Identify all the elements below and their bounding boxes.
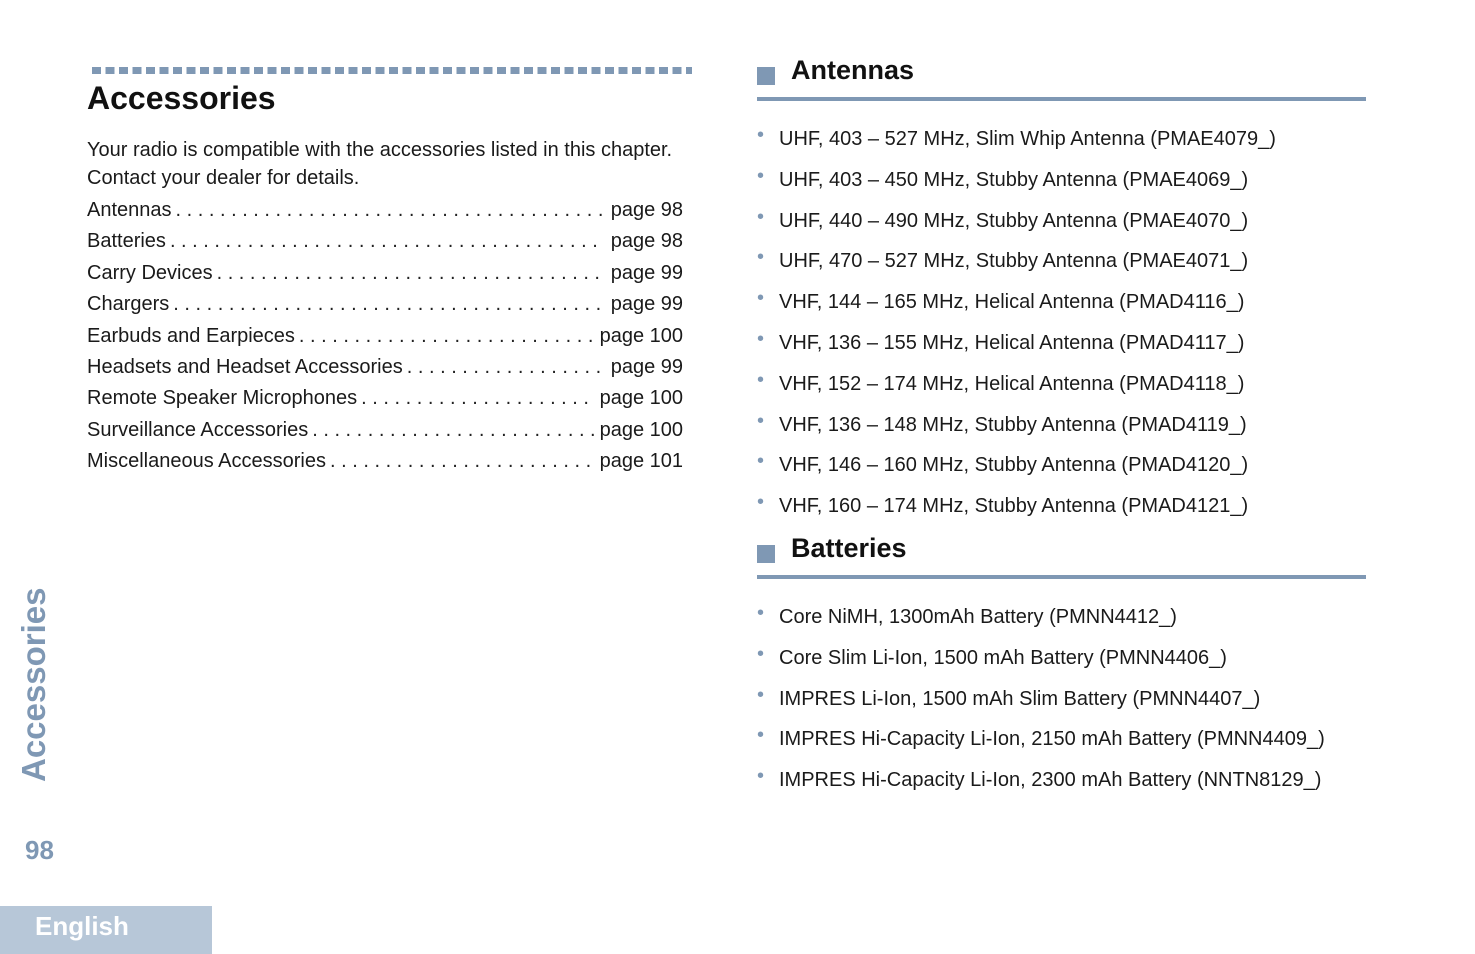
toc-item-page: page 98 <box>610 199 683 221</box>
toc-item-remote-speaker-microphones[interactable] <box>87 384 683 415</box>
section-marker-icon <box>757 67 775 85</box>
section-title: Batteries <box>791 533 907 563</box>
toc-leader-dots <box>407 353 605 381</box>
list-item-text: VHF, 136 – 155 MHz, Helical Antenna (PMAD4117_) <box>779 331 1245 354</box>
list-item-text: IMPRES Hi-Capacity Li-Ion, 2300 mAh Battery (NNTN8129_) <box>779 769 1322 792</box>
toc-item-label: Miscellaneous Accessories <box>87 450 326 473</box>
section-marker-icon <box>757 545 775 563</box>
list-item-text: UHF, 403 – 527 MHz, Slim Whip Antenna (PMAE4079_) <box>779 128 1276 150</box>
bullet-icon: • <box>757 409 765 432</box>
bullet-icon: • <box>757 642 765 665</box>
chapter-header-rule <box>92 67 692 74</box>
bullet-icon: • <box>757 765 765 788</box>
batteries-section <box>757 533 1366 807</box>
page-title: Accessories <box>87 80 276 116</box>
toc-leader-dots <box>299 322 594 350</box>
list-item <box>757 370 1366 411</box>
toc-item-label: Earbuds and Earpieces <box>87 324 295 347</box>
list-item-text: VHF, 146 – 160 MHz, Stubby Antenna (PMAD4120_) <box>779 454 1249 477</box>
list-item <box>757 603 1366 644</box>
page-number: 98 <box>25 835 54 865</box>
list-item-text: VHF, 136 – 148 MHz, Stubby Antenna (PMAD4119_) <box>779 413 1247 436</box>
list-item <box>757 329 1366 370</box>
bullet-icon: • <box>757 602 765 624</box>
toc-item-page: page 99 <box>610 355 683 378</box>
list-item <box>757 288 1366 329</box>
language-label: English <box>35 911 129 941</box>
list-item <box>757 207 1366 248</box>
toc-leader-dots <box>173 290 604 318</box>
list-item <box>757 411 1366 452</box>
list-item-text: UHF, 403 – 450 MHz, Stubby Antenna (PMAE4069_) <box>779 168 1249 191</box>
toc-item-label: Headsets and Headset Accessories <box>87 355 403 378</box>
section-header <box>757 55 1366 101</box>
list-item <box>757 644 1366 685</box>
bullet-icon: • <box>757 491 765 514</box>
bullet-icon: • <box>757 246 765 269</box>
bullet-icon: • <box>757 124 765 146</box>
list-item <box>757 492 1366 533</box>
list-item <box>757 451 1366 492</box>
bullet-icon: • <box>757 724 765 747</box>
toc-leader-dots <box>217 259 605 287</box>
toc-leader-dots <box>330 447 594 475</box>
list-item-text: IMPRES Li-Ion, 1500 mAh Slim Battery (PMNN4407_) <box>779 687 1261 710</box>
intro-paragraph: Your radio is compatible with the accessories listed in this chapter. Contact your dealer for details. <box>87 139 673 189</box>
bullet-icon: • <box>757 164 765 187</box>
bullet-icon: • <box>757 368 765 391</box>
toc-item-label: Batteries <box>87 230 166 253</box>
toc-leader-dots <box>176 196 605 224</box>
toc-leader-dots <box>170 227 605 255</box>
list-item-text: Core Slim Li-Ion, 1500 mAh Battery (PMNN4406_) <box>779 646 1227 669</box>
toc-item-earbuds[interactable] <box>87 322 683 353</box>
list-item-text: VHF, 144 – 165 MHz, Helical Antenna (PMAD4116_) <box>779 291 1245 314</box>
chapter-side-tab: Accessories <box>15 587 52 782</box>
battery-list <box>757 603 1366 807</box>
list-item <box>757 247 1366 288</box>
toc-item-page: page 99 <box>610 261 683 284</box>
bullet-icon: • <box>757 205 765 228</box>
toc-item-batteries[interactable] <box>87 227 683 258</box>
language-tab <box>0 906 212 954</box>
list-item <box>757 125 1366 166</box>
toc-item-headsets[interactable] <box>87 353 683 384</box>
toc-item-label: Antennas <box>87 199 172 221</box>
toc-item-label: Remote Speaker Microphones <box>87 387 358 410</box>
list-item-text: Core NiMH, 1300mAh Battery (PMNN4412_) <box>779 606 1177 628</box>
list-item <box>757 725 1366 766</box>
list-item-text: UHF, 440 – 490 MHz, Stubby Antenna (PMAE4070_) <box>779 209 1249 232</box>
toc-item-page: page 101 <box>599 450 683 473</box>
toc-item-carry-devices[interactable] <box>87 259 683 290</box>
list-item-text: VHF, 152 – 174 MHz, Helical Antenna (PMAD4118_) <box>779 372 1245 395</box>
antenna-list <box>757 125 1366 533</box>
toc-item-surveillance[interactable] <box>87 416 683 447</box>
toc-item-label: Carry Devices <box>87 261 213 284</box>
section-header <box>757 533 1366 579</box>
toc-item-page: page 100 <box>599 324 683 347</box>
toc-leader-dots <box>361 384 593 412</box>
list-item <box>757 766 1366 807</box>
toc-leader-dots <box>312 416 593 444</box>
toc-item-page: page 99 <box>610 293 683 316</box>
toc-item-miscellaneous[interactable] <box>87 447 683 478</box>
toc-item-chargers[interactable] <box>87 290 683 321</box>
toc-item-label: Surveillance Accessories <box>87 418 309 441</box>
list-item-text: VHF, 160 – 174 MHz, Stubby Antenna (PMAD4121_) <box>779 495 1249 518</box>
toc-item-page: page 98 <box>610 230 683 253</box>
chapter-toc <box>87 196 683 479</box>
section-title: Antennas <box>791 55 915 85</box>
toc-item-page: page 100 <box>599 418 683 441</box>
antennas-section <box>757 55 1366 533</box>
toc-item-page: page 100 <box>599 387 683 410</box>
bullet-icon: • <box>757 287 765 310</box>
toc-item-antennas[interactable] <box>87 196 683 227</box>
list-item-text: IMPRES Hi-Capacity Li-Ion, 2150 mAh Battery (PMNN4409_) <box>779 728 1325 751</box>
list-item-text: UHF, 470 – 527 MHz, Stubby Antenna (PMAE4071_) <box>779 250 1249 273</box>
bullet-icon: • <box>757 683 765 706</box>
toc-item-label: Chargers <box>87 293 170 316</box>
list-item <box>757 166 1366 207</box>
bullet-icon: • <box>757 327 765 350</box>
bullet-icon: • <box>757 450 765 473</box>
list-item <box>757 685 1366 726</box>
